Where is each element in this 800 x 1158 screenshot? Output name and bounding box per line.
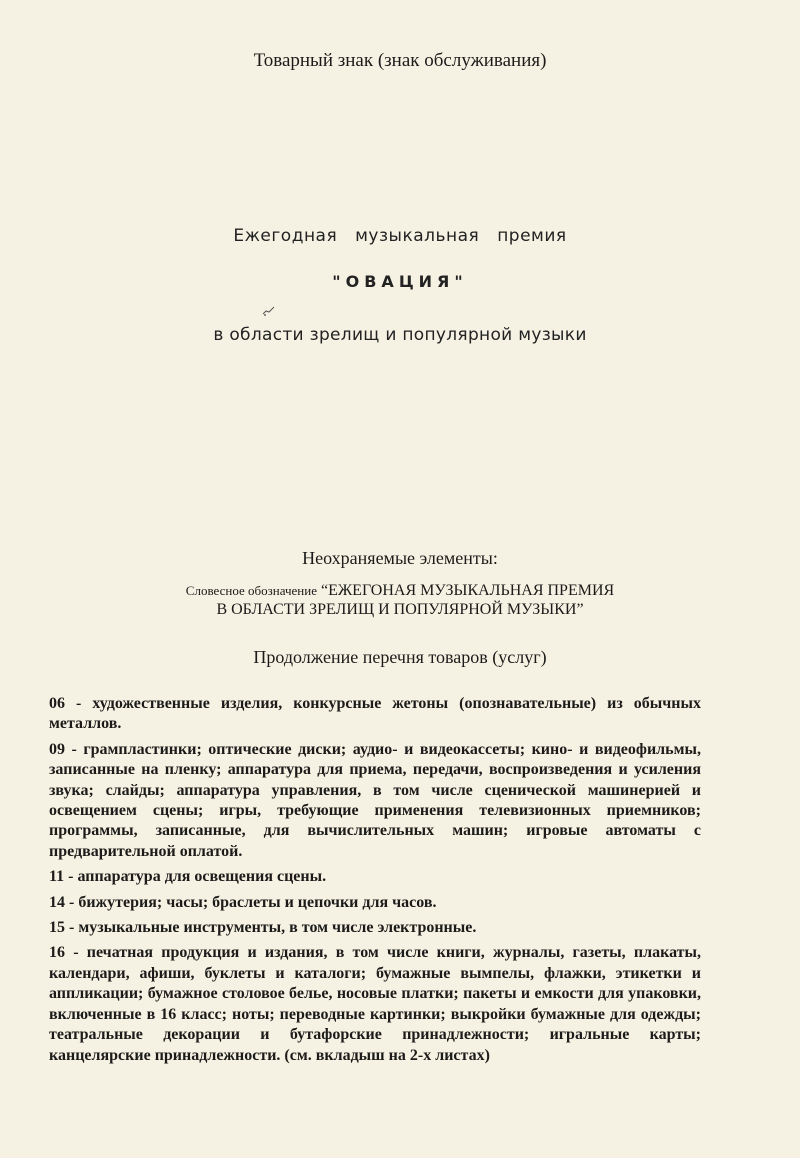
verbal-text-2: В ОБЛАСТИ ЗРЕЛИЩ И ПОПУЛЯРНОЙ МУЗЫКИ” <box>216 601 584 618</box>
class-item-16: 16 - печатная продукция и издания, в том числе книги, журналы, газеты, плакаты, календари, афиши, буклеты и каталоги; бумажные вымпелы, флажки, этикетки и аппликации; бумажное столовое белье, носовые платки; пакеты и емкости для упаковки, включенные в 16 класс; ноты; переводные картинки; выкройки бумажные для одежды; театральные декорации и бутафорские принадлежности; игральные карты; канцелярские принадлежности. (см. вкладыш на 2-х листах) <box>49 944 701 1064</box>
document-title: Товарный знак (знак обслуживания) <box>253 50 547 71</box>
non-protected-title: Неохраняемые элементы: <box>302 548 498 568</box>
verbal-line-1 <box>0 581 800 600</box>
goods-list-title: Продолжение перечня товаров (услуг) <box>253 647 547 667</box>
class-item-14: 14 - бижутерия; часы; браслеты и цепочки для часов. <box>49 893 437 911</box>
verbal-designation <box>0 581 800 619</box>
goods-classes-list <box>49 694 701 1071</box>
verbal-text-1: “ЕЖЕГОНАЯ МУЗЫКАЛЬНАЯ ПРЕМИЯ <box>320 582 615 599</box>
class-item-15: 15 - музыкальные инструменты, в том числе электронные. <box>49 919 477 937</box>
verbal-prefix: Словесное обозначение <box>185 583 317 598</box>
ink-speck <box>262 305 276 317</box>
mark-line-1: Ежегодная музыкальная премия <box>233 226 567 246</box>
class-item-06: 06 - художественные изделия, конкурсные жетоны (опознавательные) из обычных металлов. <box>49 695 701 733</box>
mark-line-3: в области зрелищ и популярной музыки <box>213 325 587 345</box>
class-item-11: 11 - аппаратура для освещения сцены. <box>49 868 327 886</box>
mark-line-2: "ОВАЦИЯ" <box>332 272 468 291</box>
class-item-09: 09 - грампластинки; оптические диски; аудио- и видеокассеты; кино- и видеофильмы, записанные на пленку; аппаратура для приема, передачи, воспроизведения и усиления звука; слайды; аппаратура управления, в том числе сценической машинерией и освещением сцены; игры, требующие применения телевизионных приемников; программы, записанные, для вычислительных машин; игровые автоматы с предварительной оплатой. <box>49 740 701 860</box>
